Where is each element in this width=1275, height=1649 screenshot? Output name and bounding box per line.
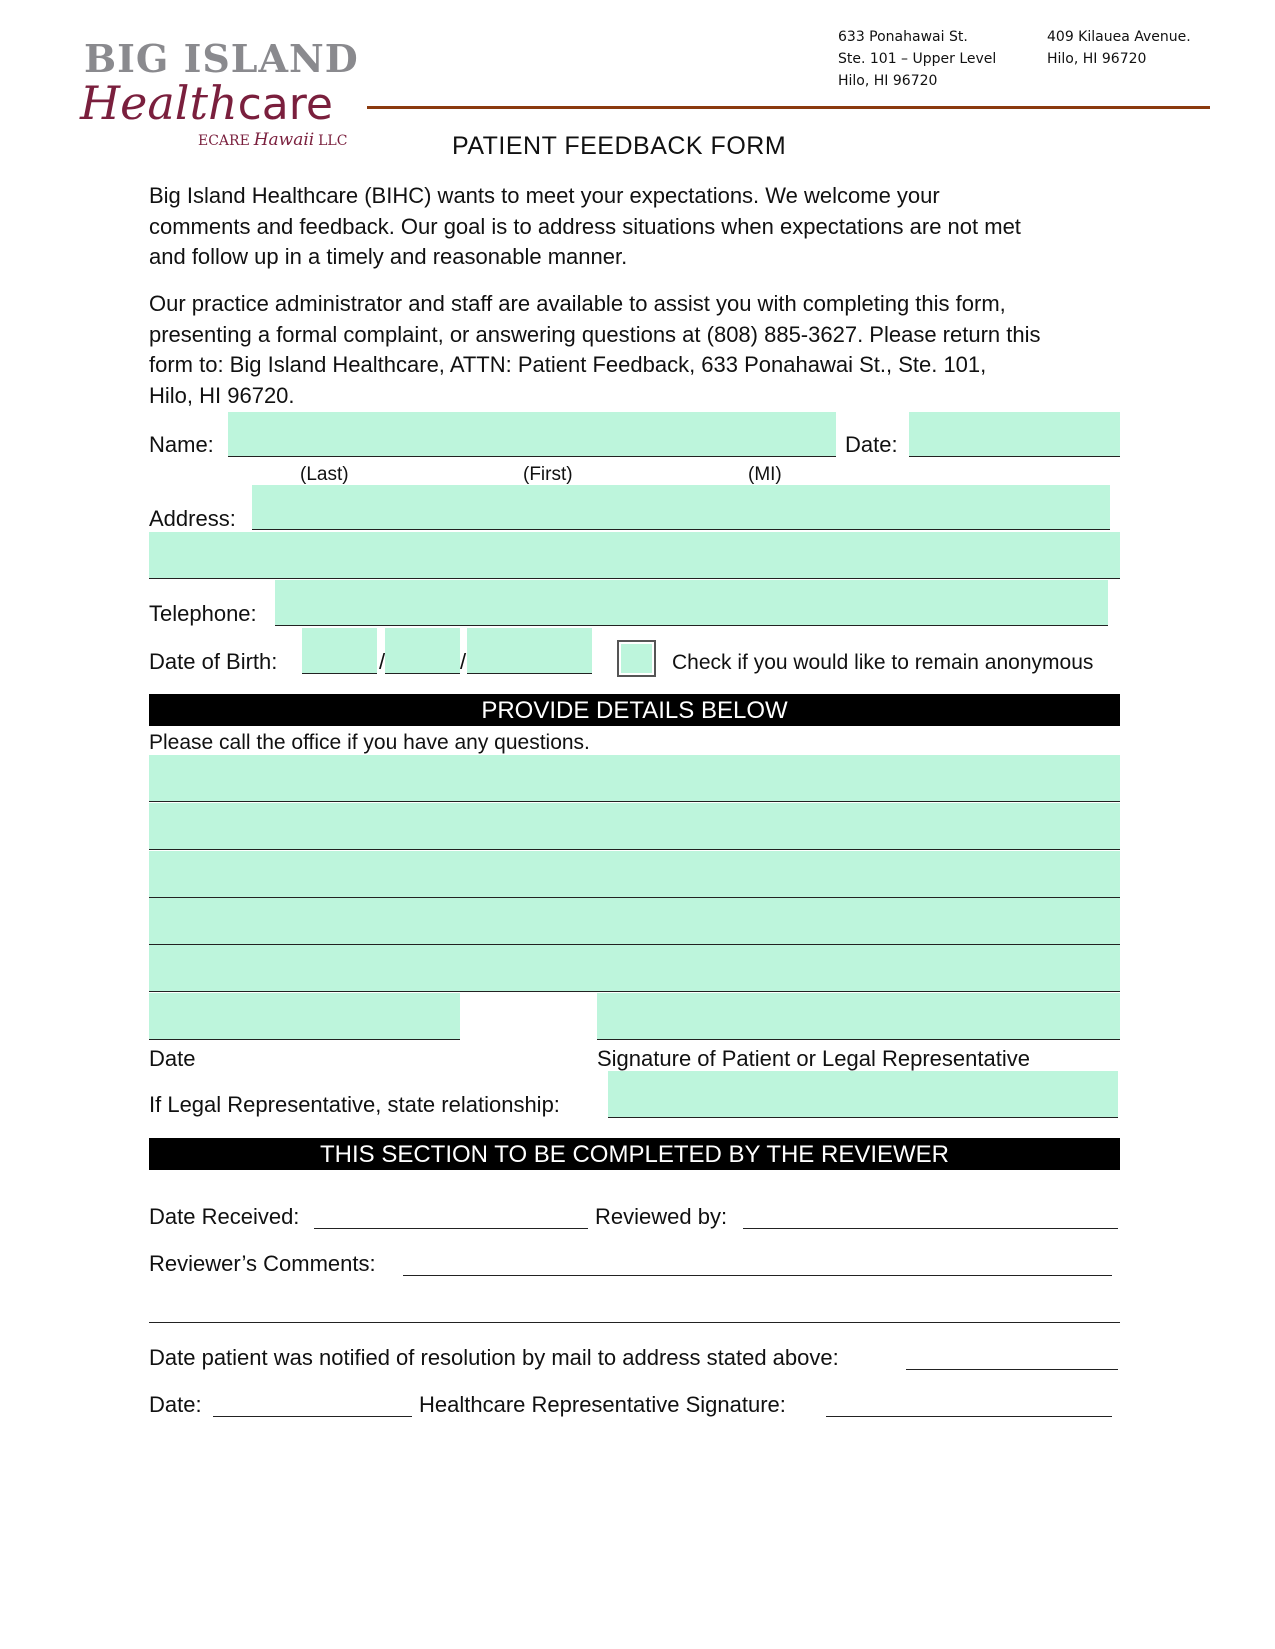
date-input[interactable] xyxy=(909,412,1120,457)
legal-rep-input[interactable] xyxy=(608,1071,1118,1118)
address-left-line: Ste. 101 – Upper Level xyxy=(838,51,997,67)
dob-day-input[interactable] xyxy=(385,628,460,674)
details-header: PROVIDE DETAILS BELOW xyxy=(149,694,1120,726)
logo-care: care xyxy=(237,79,333,130)
logo-big-island: BIG ISLAND xyxy=(84,36,359,81)
intro-line: Our practice administrator and staff are available to assist you with completing this form, xyxy=(149,291,1006,316)
rep-signature-label: Healthcare Representative Signature: xyxy=(419,1392,786,1417)
details-signature-caption: Signature of Patient or Legal Representative xyxy=(597,1046,1030,1071)
details-line[interactable] xyxy=(149,898,1120,945)
logo-ecare: ECARE xyxy=(198,133,250,149)
address-left xyxy=(838,26,996,92)
reviewed-by-label: Reviewed by: xyxy=(595,1204,728,1229)
intro-line: comments and feedback. Our goal is to address situations when expectations are not met xyxy=(149,213,1021,239)
name-sublabel-first: (First) xyxy=(523,464,573,485)
date-received-label: Date Received: xyxy=(149,1204,300,1229)
telephone-label: Telephone: xyxy=(149,601,257,626)
logo-health-script: Health xyxy=(80,76,238,130)
address-input-line-1[interactable] xyxy=(252,485,1110,530)
notified-date-line[interactable] xyxy=(906,1369,1118,1370)
details-line[interactable] xyxy=(149,755,1120,802)
details-signature-input[interactable] xyxy=(597,993,1120,1040)
intro-line: form to: Big Island Healthcare, ATTN: Patient Feedback, 633 Ponahawai St., Ste. 101, xyxy=(149,352,987,377)
intro-paragraph-1 xyxy=(149,181,1021,273)
date-label: Date: xyxy=(845,432,898,457)
dob-month-input[interactable] xyxy=(302,628,377,674)
reviewer-comments-label: Reviewer’s Comments: xyxy=(149,1251,376,1276)
logo xyxy=(80,36,359,151)
dob-year-input[interactable] xyxy=(467,628,592,674)
address-label: Address: xyxy=(149,506,236,531)
notified-label: Date patient was notified of resolution by mail to address stated above: xyxy=(149,1345,839,1370)
dob-separator: / xyxy=(379,649,386,674)
dob-separator: / xyxy=(460,649,467,674)
details-line[interactable] xyxy=(149,851,1120,898)
name-sublabel-mi: (MI) xyxy=(748,464,782,485)
details-date-caption: Date xyxy=(149,1046,196,1071)
reviewer-comments-line[interactable] xyxy=(403,1275,1112,1276)
name-sublabel-last: (Last) xyxy=(300,464,349,485)
details-date-input[interactable] xyxy=(149,993,460,1040)
logo-llc: LLC xyxy=(318,133,348,149)
address-left-line: Hilo, HI 96720 xyxy=(838,73,938,89)
anonymous-checkbox[interactable] xyxy=(617,640,656,677)
form-title: PATIENT FEEDBACK FORM xyxy=(452,132,787,160)
logo-healthcare xyxy=(80,76,333,130)
intro-line: Hilo, HI 96720. xyxy=(149,382,295,408)
reviewer-date-line[interactable] xyxy=(213,1416,412,1417)
logo-hawaii: Hawaii xyxy=(253,130,315,150)
details-line[interactable] xyxy=(149,945,1120,992)
address-left-line: 633 Ponahawai St. xyxy=(838,29,968,45)
telephone-input[interactable] xyxy=(275,580,1108,626)
intro-paragraph-2 xyxy=(149,289,1041,411)
rep-signature-line[interactable] xyxy=(826,1416,1112,1417)
header-divider xyxy=(367,106,1210,109)
reviewed-by-line[interactable] xyxy=(743,1228,1118,1229)
address-right-line: 409 Kilauea Avenue. xyxy=(1047,29,1191,45)
legal-rep-label: If Legal Representative, state relationship: xyxy=(149,1092,560,1117)
reviewer-header: THIS SECTION TO BE COMPLETED BY THE REVIEWER xyxy=(149,1138,1120,1170)
address-right xyxy=(1047,26,1191,70)
details-note: Please call the office if you have any questions. xyxy=(149,731,590,754)
name-label: Name: xyxy=(149,432,214,457)
reviewer-date-label: Date: xyxy=(149,1392,202,1417)
intro-line: and follow up in a timely and reasonable manner. xyxy=(149,244,628,269)
address-right-line: Hilo, HI 96720 xyxy=(1047,51,1147,67)
reviewer-comments-line[interactable] xyxy=(149,1322,1120,1323)
name-input[interactable] xyxy=(228,412,836,457)
anonymous-label: Check if you would like to remain anonymous xyxy=(672,651,1094,674)
details-line[interactable] xyxy=(149,803,1120,850)
address-input-line-2[interactable] xyxy=(149,532,1120,579)
logo-ecare-hawaii xyxy=(198,130,347,150)
date-received-line[interactable] xyxy=(314,1228,588,1229)
intro-line: Big Island Healthcare (BIHC) wants to meet your expectations. We welcome your xyxy=(149,183,940,208)
dob-label: Date of Birth: xyxy=(149,649,278,674)
intro-line: presenting a formal complaint, or answering questions at (808) 885-3627. Please return this xyxy=(149,321,1041,347)
